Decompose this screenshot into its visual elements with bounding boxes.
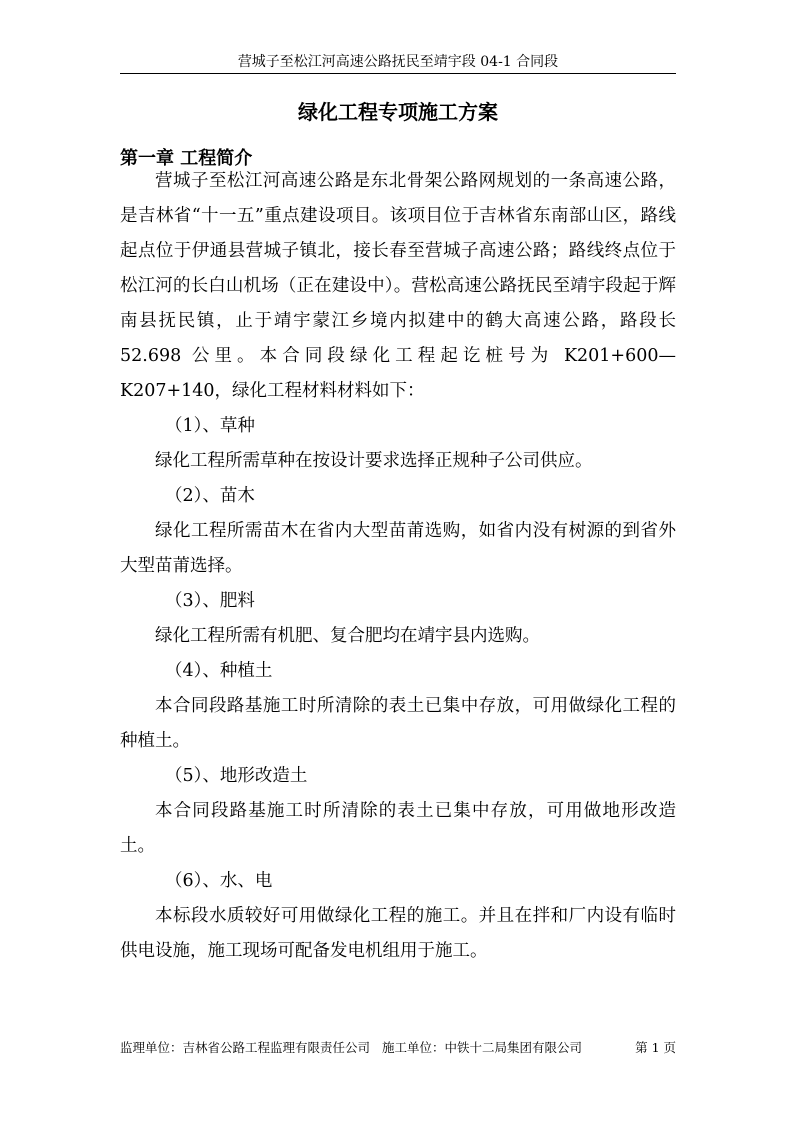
contractor-unit: 施工单位：中铁十二局集团有限公司 [382, 1040, 583, 1055]
page-number: 第 1 页 [635, 1040, 676, 1055]
item-paragraph-water-power: 本标段水质较好可用做绿化工程的施工。并且在拌和厂内设有临时供电设施，施工现场可配备发电机组用于施工。 [120, 906, 676, 961]
chapter-heading: 第一章 工程简介 [120, 148, 253, 169]
document-title: 绿化工程专项施工方案 [298, 100, 498, 124]
intro-paragraph: 营城子至松江河高速公路是东北骨架公路网规划的一条高速公路，是吉林省“十一五”重点建设项目。该项目位于吉林省东南部山区，路线起点位于伊通县营城子镇北，接长春至营城子高速公路；路线终点位于松江河的长白山机场（正在建设中）。营松高速公路抚民至靖宇段起于辉南县抚民镇，止于靖宇蒙江乡境内拟建中的鹤大高速公路，路段长 52.698 公里。本合同段绿化工程起讫桩号为 K201+600—K207+140，绿化工程材料材料如下： [120, 171, 676, 401]
supervisor-unit: 监理单位：吉林省公路工程监理有限责任公司 [120, 1040, 371, 1055]
item-heading-terrain-soil: （5）、地形改造土 [165, 766, 308, 786]
header-divider [120, 73, 676, 74]
document-body [120, 164, 676, 969]
item-heading-grass-seed: （1）、草种 [165, 416, 255, 436]
item-heading-fertilizer: （3）、肥料 [165, 591, 255, 611]
item-paragraph-fertilizer: 绿化工程所需有机肥、复合肥均在靖宇县内选购。 [155, 626, 540, 646]
item-heading-seedlings: （2）、苗木 [165, 486, 255, 506]
item-heading-water-power: （6）、水、电 [165, 871, 273, 891]
item-paragraph-terrain-soil: 本合同段路基施工时所清除的表土已集中存放，可用做地形改造土。 [120, 801, 676, 856]
item-paragraph-planting-soil: 本合同段路基施工时所清除的表土已集中存放，可用做绿化工程的种植土。 [120, 696, 676, 751]
item-heading-planting-soil: （4）、种植土 [165, 661, 273, 681]
item-paragraph-grass-seed: 绿化工程所需草种在按设计要求选择正规种子公司供应。 [155, 451, 593, 471]
page-header: 营城子至松江河高速公路抚民至靖宇段 04-1 合同段 [237, 54, 559, 70]
item-paragraph-seedlings: 绿化工程所需苗木在省内大型苗莆选购，如省内没有树源的到省外大型苗莆选择。 [120, 521, 676, 576]
